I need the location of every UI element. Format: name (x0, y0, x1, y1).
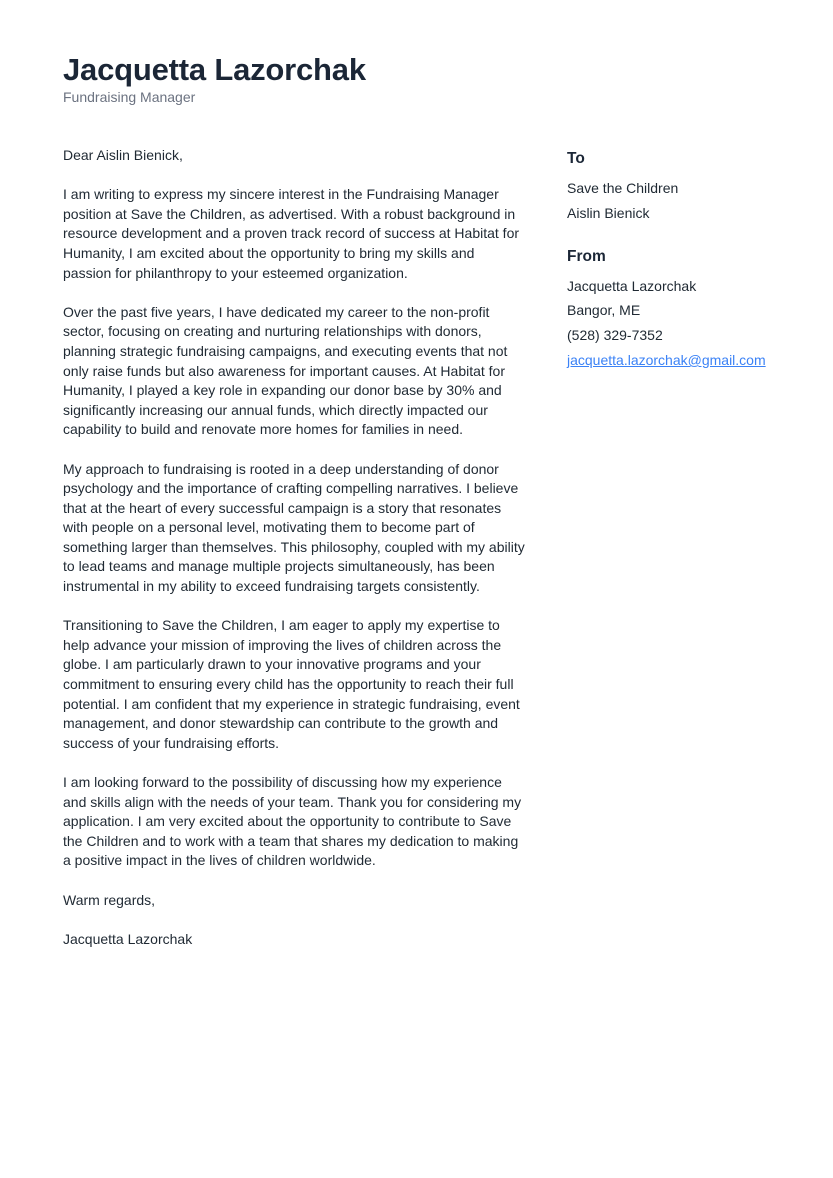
letter-paragraph: Over the past five years, I have dedicated my career to the non-profit sector, focusing on creating and nurturing relationships with donors, planning strategic fundraising campaigns, and executing events that not only raise funds but also awareness for important causes. At Habitat for Humanity, I played a key role in expanding our donor base by 30% and significantly increasing our annual funds, which directly impacted our capability to build and renovate more homes for families in need. (63, 303, 508, 438)
contact-sidebar (567, 146, 807, 373)
sender-location: Bangor, ME (567, 302, 641, 319)
letter-paragraph: My approach to fundraising is rooted in a deep understanding of donor psychology and the importance of crafting compelling narratives. I believe that at the heart of every successful campaign is a story that resonates with people on a personal level, motivating them to become part of something larger than themselves. This philosophy, coupled with my ability to lead teams and manage multiple projects simultaneously, has been instrumental in my ability to exceed fundraising targets consistently. (63, 460, 525, 595)
sender-email-link[interactable]: jacquetta.lazorchak@gmail.com (567, 351, 766, 368)
letter-paragraph: I am writing to express my sincere interest in the Fundraising Manager position at Save the Children, as advertised. With a robust background in resource development and a proven track record of success at Habitat for Humanity, I am excited about the opportunity to bring my skills and passion for philanthropy to your esteemed organization. (63, 186, 520, 281)
to-section (567, 148, 807, 226)
recipient-name: Aislin Bienick (567, 204, 650, 221)
letter-greeting: Dear Aislin Bienick, (63, 147, 183, 163)
letter-body (63, 146, 525, 969)
letter-paragraph: I am looking forward to the possibility of discussing how my experience and skills align with the needs of your team. Thank you for considering my application. I am very excited about the opportunity to contribute to Save the Children and to work with a team that shares my dedication to making a positive impact in the lives of children worldwide. (63, 774, 522, 869)
letter-closing: Warm regards, (63, 891, 156, 908)
recipient-organization: Save the Children (567, 180, 679, 196)
sender-phone: (528) 329-7352 (567, 327, 663, 344)
section-spacer (567, 226, 807, 244)
letter-signature: Jacquetta Lazorchak (63, 930, 193, 947)
from-section (567, 246, 807, 373)
sender-name: Jacquetta Lazorchak (567, 277, 697, 294)
header (63, 52, 366, 106)
letter-paragraph: Transitioning to Save the Children, I am eager to apply my expertise to help advance your mission of improving the lives of children across the globe. I am particularly drawn to your innovative programs and your commitment to ensuring every child has the opportunity to reach their full potential. I am confident that my experience in strategic fundraising, event management, and donor stewardship can contribute to the growth and success of your fundraising efforts. (63, 617, 520, 751)
applicant-name: Jacquetta Lazorchak (63, 52, 366, 87)
to-heading: To (567, 150, 585, 167)
applicant-title: Fundraising Manager (63, 89, 196, 105)
from-heading: From (567, 247, 606, 265)
